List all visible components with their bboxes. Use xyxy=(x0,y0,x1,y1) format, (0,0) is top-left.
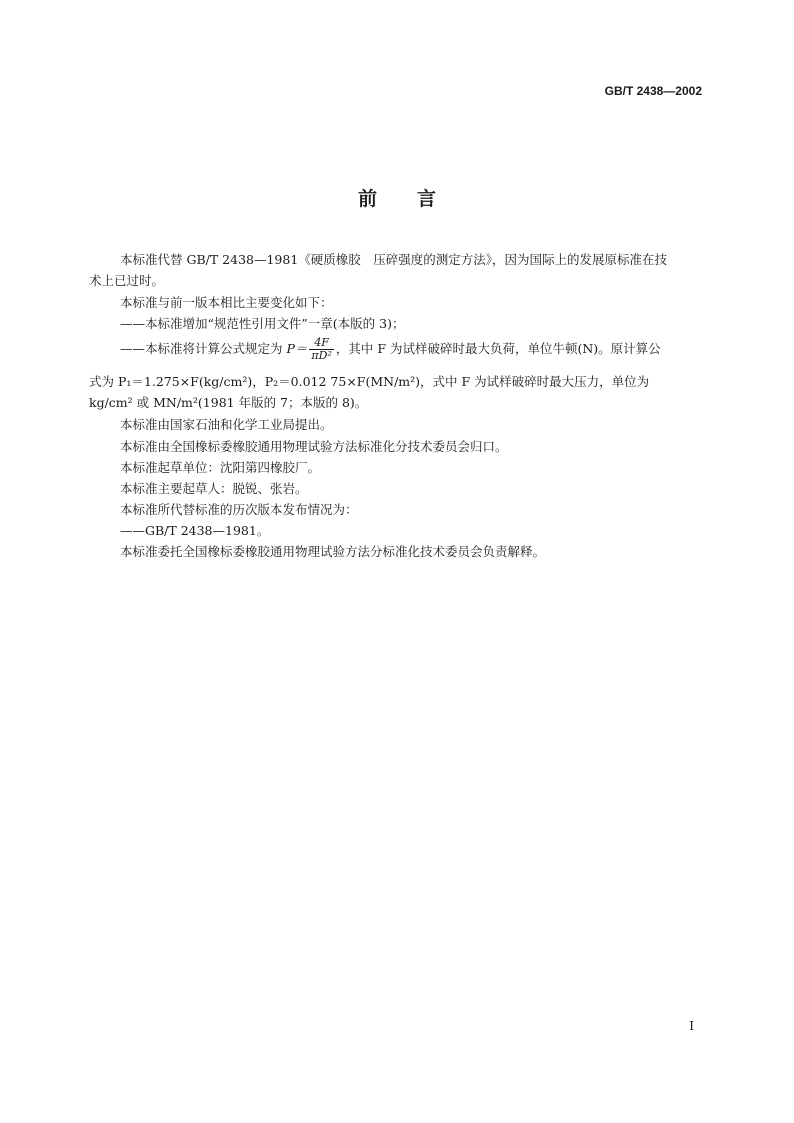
paragraph-4-prefix: ——本标准将计算公式规定为 xyxy=(120,341,287,356)
page-number: I xyxy=(689,1019,694,1033)
title-char-1: 前 xyxy=(357,188,377,210)
paragraph-4-line-3: kg/cm² 或 MN/m²(1981 年版的 7；本版的 8)。 xyxy=(89,395,368,410)
formula-lhs: P＝ xyxy=(286,341,308,356)
paragraph-10: ——GB/T 2438—1981。 xyxy=(120,523,270,538)
paragraph-3: ——本标准增加“规范性引用文件”一章(本版的 3)； xyxy=(120,316,405,331)
paragraph-4-suffix: ，其中 F 为试样破碎时最大负荷，单位牛顿(N)。原计算公 xyxy=(335,341,661,356)
paragraph-7: 本标准起草单位：沈阳第四橡胶厂。 xyxy=(120,460,321,475)
paragraph-2: 本标准与前一版本相比主要变化如下： xyxy=(120,295,333,310)
paragraph-4-line-1 xyxy=(120,337,661,362)
paragraph-6: 本标准由全国橡标委橡胶通用物理试验方法标准化分技术委员会归口。 xyxy=(120,439,508,454)
formula-denominator: πD² xyxy=(311,349,332,362)
paragraph-11: 本标准委托全国橡标委橡胶通用物理试验方法分标准化技术委员会负责解释。 xyxy=(120,544,546,559)
title-char-2: 言 xyxy=(417,188,437,210)
paragraph-1-line-1: 本标准代替 GB/T 2438—1981《硬质橡胶 压碎强度的测定方法》，因为国际上的发展原标准在技 xyxy=(120,252,668,267)
paragraph-1-line-2: 术上已过时。 xyxy=(89,273,165,288)
foreword-body xyxy=(89,0,705,600)
paragraph-5: 本标准由国家石油和化学工业局提出。 xyxy=(120,417,333,432)
paragraph-4-line-2: 式为 P₁＝1.275×F(kg/cm²)，P₂＝0.012 75×F(MN/m²)，式中 F 为试样破碎时最大压力，单位为 xyxy=(89,374,650,389)
paragraph-8: 本标准主要起草人：脱锐、张岩。 xyxy=(120,481,308,496)
paragraph-9: 本标准所代替标准的历次版本发布情况为： xyxy=(120,502,358,517)
formula-numerator: 4F xyxy=(309,337,333,350)
formula-fraction xyxy=(309,337,333,362)
standard-number: GB/T 2438—2002 xyxy=(604,84,702,98)
